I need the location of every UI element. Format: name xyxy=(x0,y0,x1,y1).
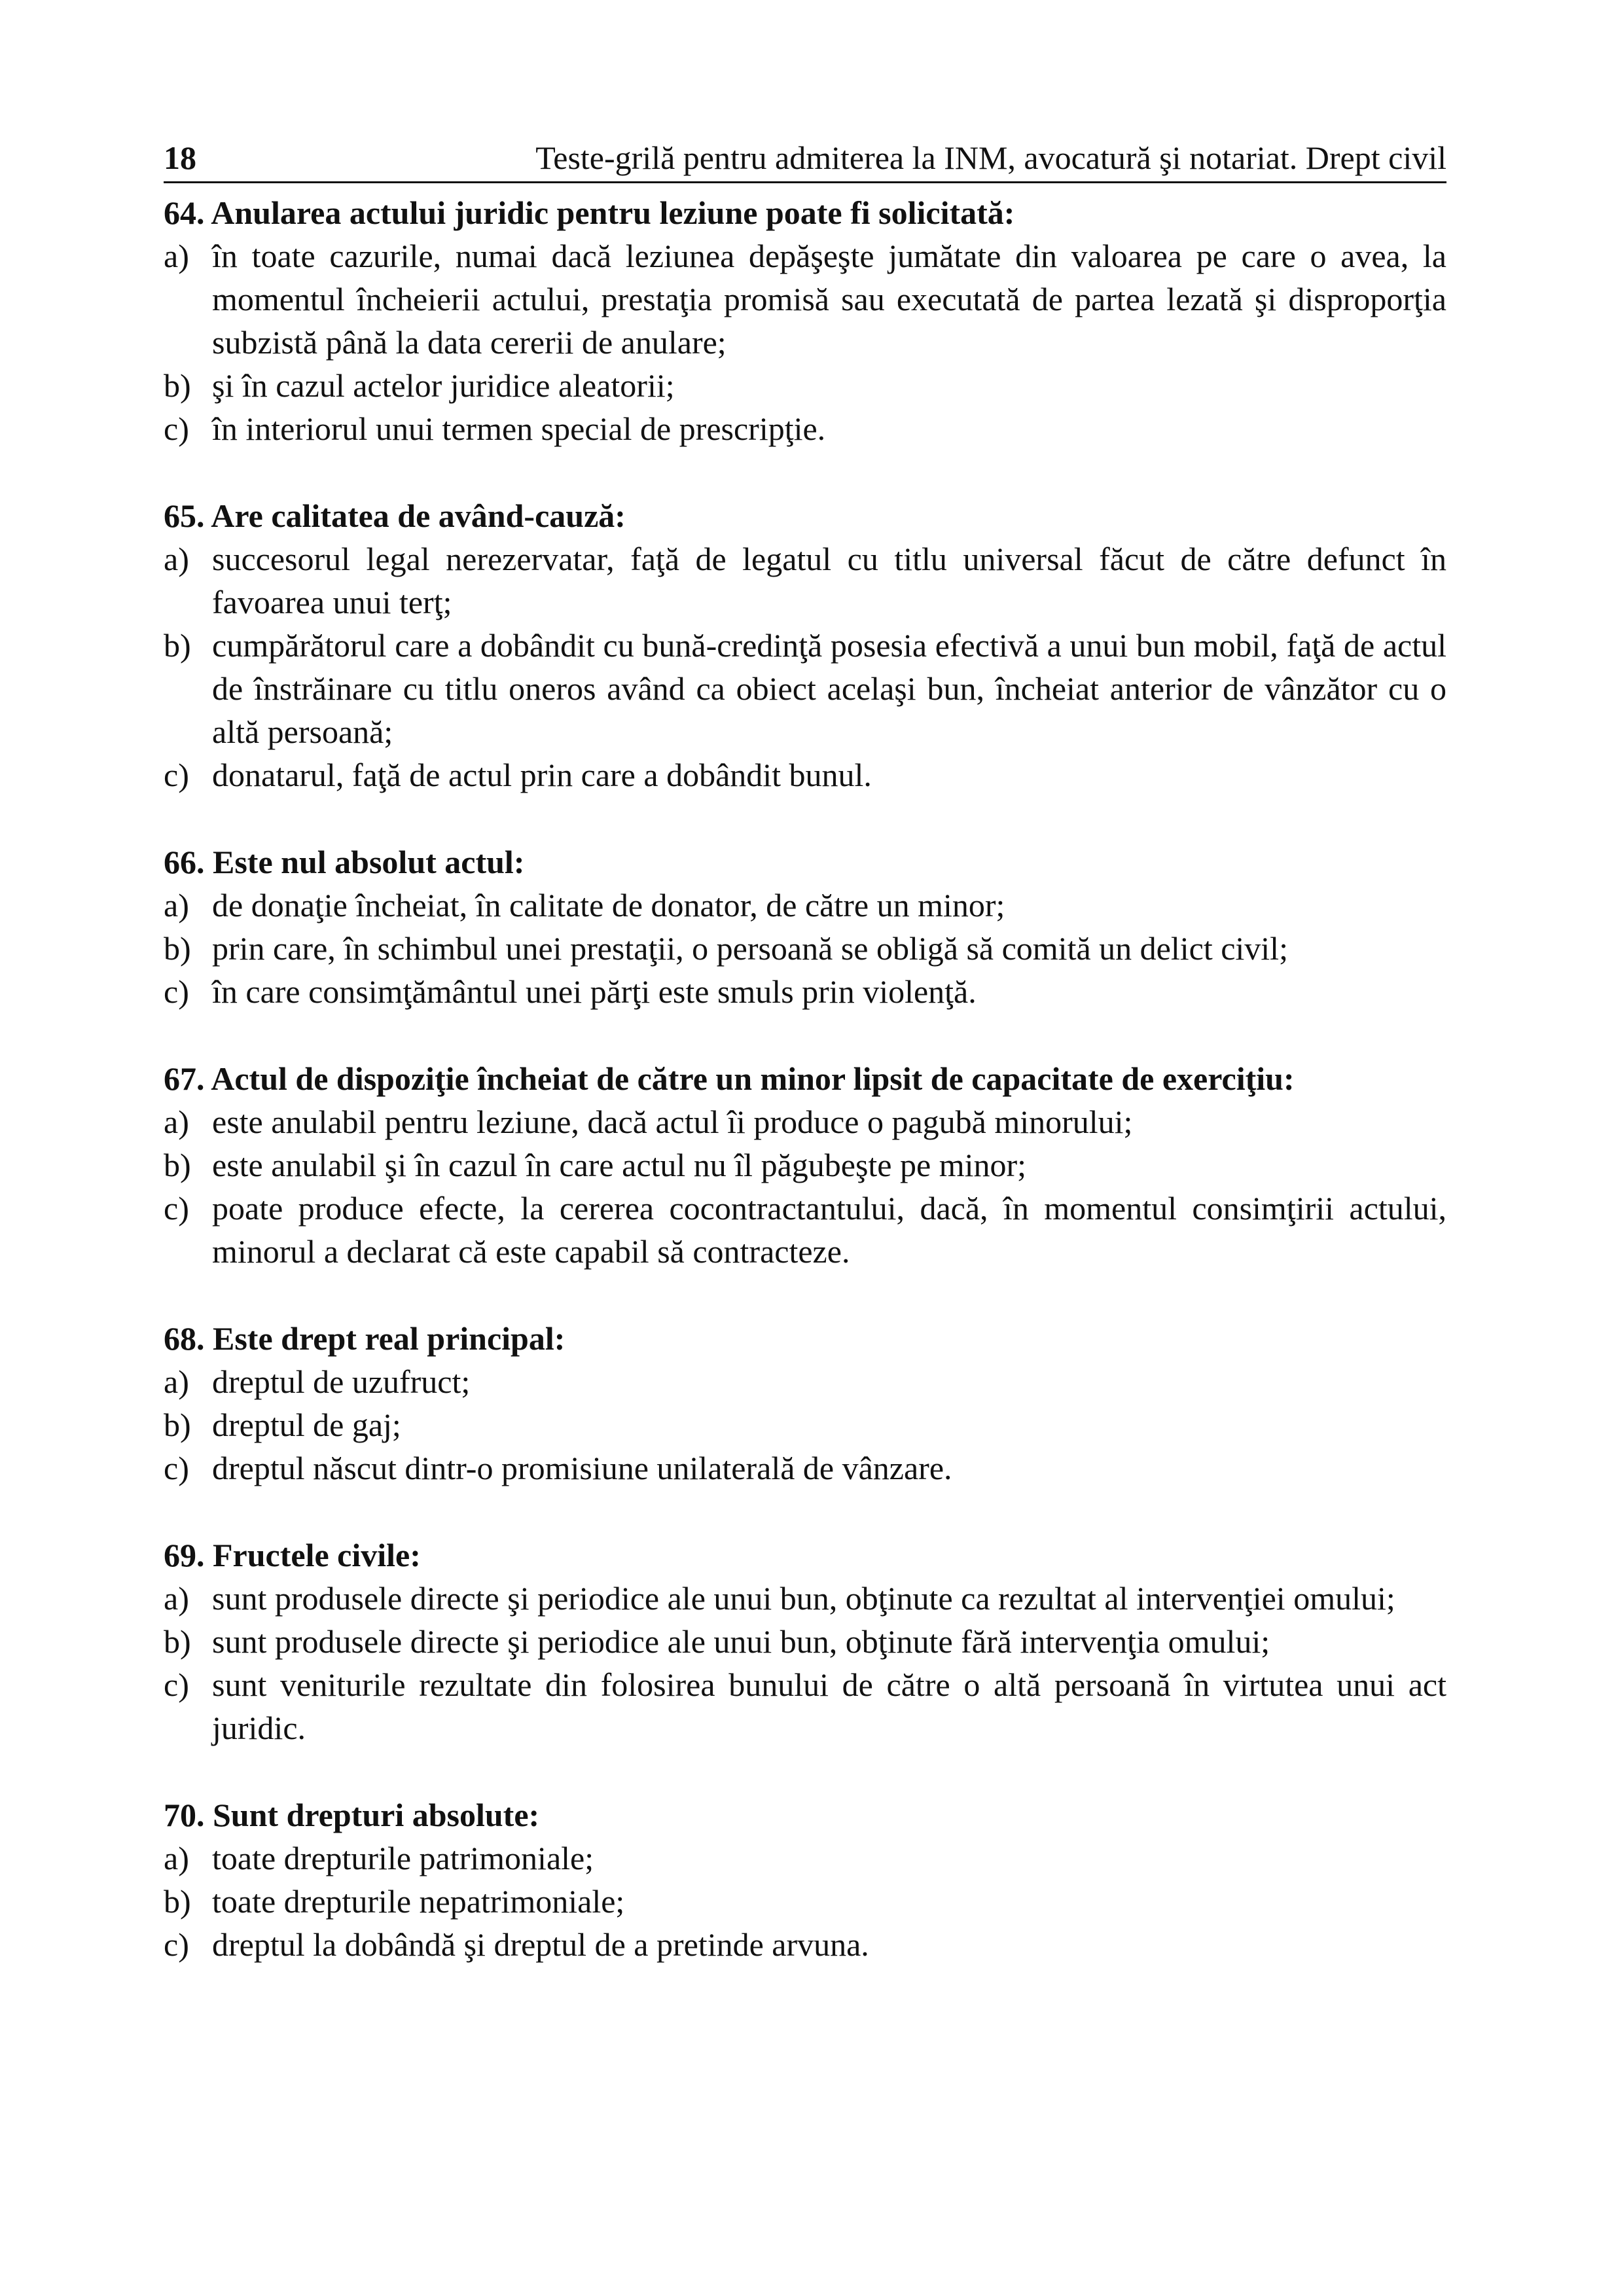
answer-option xyxy=(164,1620,1446,1663)
answer-option xyxy=(164,1100,1446,1143)
option-letter: b) xyxy=(164,1623,191,1660)
running-title: Teste-grilă pentru admiterea la INM, avocatură şi notariat. Drept civil xyxy=(535,139,1446,176)
option-text: dreptul de uzufruct; xyxy=(212,1363,471,1400)
option-letter: b) xyxy=(164,1147,191,1183)
answer-option xyxy=(164,1880,1446,1923)
option-text: şi în cazul actelor juridice aleatorii; xyxy=(212,367,675,404)
option-letter: c) xyxy=(164,1450,189,1486)
option-letter: b) xyxy=(164,1407,191,1443)
question-70 xyxy=(164,1793,1446,1966)
question-68 xyxy=(164,1317,1446,1490)
option-letter: a) xyxy=(164,1363,189,1400)
question-title: 68. Este drept real principal: xyxy=(164,1320,566,1357)
question-66 xyxy=(164,840,1446,1013)
answer-option xyxy=(164,970,1446,1013)
option-text: sunt produsele directe şi periodice ale unui bun, obţinute ca rezultat al intervenţiei omului; xyxy=(212,1580,1395,1617)
option-text: dreptul la dobândă şi dreptul de a pretinde arvuna. xyxy=(212,1926,869,1963)
option-text: este anulabil pentru leziune, dacă actul îi produce o pagubă minorului; xyxy=(212,1103,1133,1140)
option-letter: b) xyxy=(164,627,191,664)
option-letter: c) xyxy=(164,757,189,793)
answer-option xyxy=(164,1187,1446,1273)
question-64 xyxy=(164,191,1446,450)
option-text: în interiorul unui termen special de prescripţie. xyxy=(212,410,826,447)
questions-list xyxy=(164,191,1446,2010)
question-title: 70. Sunt drepturi absolute: xyxy=(164,1797,540,1833)
answer-option xyxy=(164,1837,1446,1880)
option-letter: c) xyxy=(164,1926,189,1963)
option-letter: a) xyxy=(164,1103,189,1140)
option-letter: a) xyxy=(164,541,189,577)
question-67 xyxy=(164,1057,1446,1273)
option-text: este anulabil şi în cazul în care actul nu îl păgubeşte pe minor; xyxy=(212,1147,1027,1183)
answer-option xyxy=(164,1403,1446,1446)
answer-option xyxy=(164,884,1446,927)
answer-option xyxy=(164,364,1446,407)
option-text: în care consimţământul unei părţi este smuls prin violenţă. xyxy=(212,973,977,1010)
answer-option xyxy=(164,1143,1446,1187)
option-letter: c) xyxy=(164,973,189,1010)
option-letter: a) xyxy=(164,887,189,924)
option-text: poate produce efecte, la cererea cocontractantului, dacă, în momentul consimţirii actului, minorul a declarat că este capabil să contracteze. xyxy=(212,1190,1446,1270)
answer-option xyxy=(164,624,1446,753)
answer-option xyxy=(164,1577,1446,1620)
option-text: toate drepturile nepatrimoniale; xyxy=(212,1883,625,1920)
option-letter: b) xyxy=(164,930,191,967)
page-header xyxy=(164,136,1446,183)
option-text: donatarul, faţă de actul prin care a dobândit bunul. xyxy=(212,757,872,793)
option-letter: c) xyxy=(164,1666,189,1703)
page-number: 18 xyxy=(164,139,196,176)
option-text: sunt produsele directe şi periodice ale unui bun, obţinute fără intervenţia omului; xyxy=(212,1623,1270,1660)
option-letter: c) xyxy=(164,410,189,447)
answer-option xyxy=(164,927,1446,970)
question-title: 69. Fructele civile: xyxy=(164,1537,421,1573)
option-text: toate drepturile patrimoniale; xyxy=(212,1840,594,1876)
option-text: cumpărătorul care a dobândit cu bună-credinţă posesia efectivă a unui bun mobil, faţă de actul de înstrăinare cu titlu oneros având ca obiect acelaşi bun, încheiat anterior de vânzător cu o altă persoană; xyxy=(212,627,1446,750)
option-text: prin care, în schimbul unei prestaţii, o persoană se obligă să comită un delict civil; xyxy=(212,930,1288,967)
option-letter: b) xyxy=(164,367,191,404)
question-title: 66. Este nul absolut actul: xyxy=(164,844,525,880)
option-letter: a) xyxy=(164,238,189,274)
question-title: 67. Actul de dispoziţie încheiat de către un minor lipsit de capacitate de exerciţiu: xyxy=(164,1060,1295,1097)
answer-option xyxy=(164,234,1446,364)
option-text: în toate cazurile, numai dacă leziunea depăşeşte jumătate din valoarea pe care o avea, la momentul încheierii actului, prestaţia promisă sau executată de partea lezată şi disproporţia subzistă până la data cererii de anulare; xyxy=(212,238,1446,361)
question-69 xyxy=(164,1534,1446,1749)
option-text: dreptul născut dintr-o promisiune unilaterală de vânzare. xyxy=(212,1450,952,1486)
question-65 xyxy=(164,494,1446,797)
question-title: 64. Anularea actului juridic pentru leziune poate fi solicitată: xyxy=(164,194,1015,231)
option-letter: b) xyxy=(164,1883,191,1920)
answer-option xyxy=(164,537,1446,624)
answer-option xyxy=(164,407,1446,450)
option-letter: a) xyxy=(164,1580,189,1617)
option-letter: a) xyxy=(164,1840,189,1876)
answer-option xyxy=(164,753,1446,797)
answer-option xyxy=(164,1360,1446,1403)
option-text: succesorul legal nerezervatar, faţă de legatul cu titlu universal făcut de către defunct în favoarea unui terţ; xyxy=(212,541,1446,620)
option-letter: c) xyxy=(164,1190,189,1227)
option-text: dreptul de gaj; xyxy=(212,1407,401,1443)
option-text: sunt veniturile rezultate din folosirea bunului de către o altă persoană în virtutea unui act juridic. xyxy=(212,1666,1446,1746)
answer-option xyxy=(164,1446,1446,1490)
answer-option xyxy=(164,1923,1446,1966)
answer-option xyxy=(164,1663,1446,1749)
option-text: de donaţie încheiat, în calitate de donator, de către un minor; xyxy=(212,887,1005,924)
question-title: 65. Are calitatea de având-cauză: xyxy=(164,497,626,534)
